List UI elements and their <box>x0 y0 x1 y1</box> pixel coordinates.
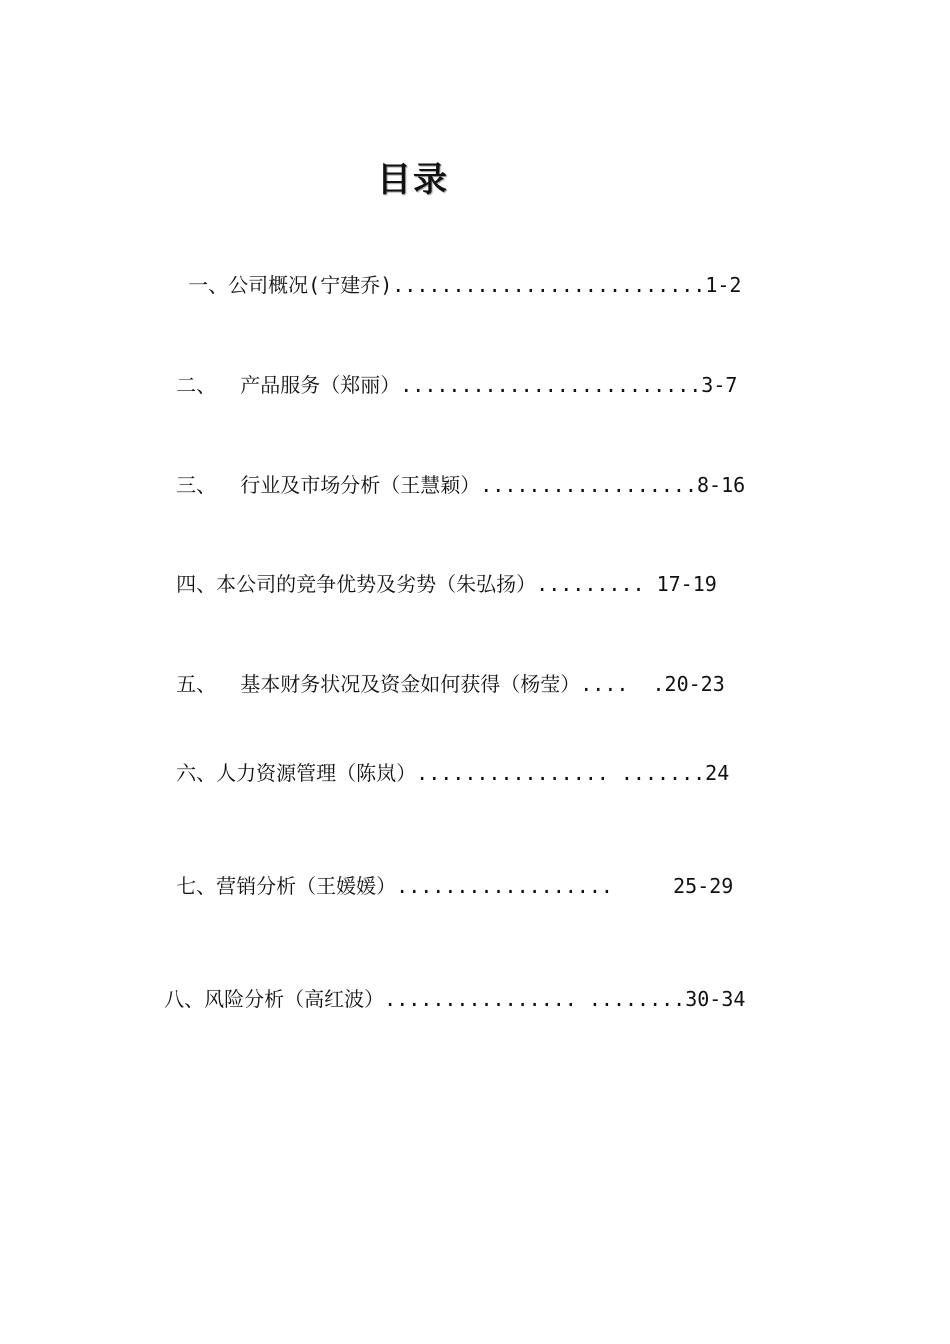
toc-entry-text: 五、 基本财务状况及资金如何获得（杨莹）.... .20-23 <box>176 672 725 696</box>
toc-entry <box>128 539 717 596</box>
toc-entry <box>128 728 730 785</box>
toc-entry <box>140 240 742 297</box>
toc-entry <box>128 340 738 397</box>
toc-entry <box>116 954 746 1011</box>
toc-entry-text: 三、 行业及市场分析（王慧颖）..................8-16 <box>176 473 746 497</box>
toc-entry-text: 一、公司概况(宁建乔)..........................1-2 <box>188 273 742 297</box>
toc-entry-text: 六、人力资源管理（陈岚）................ .......24 <box>176 761 730 785</box>
toc-title: 目录 <box>377 160 449 200</box>
toc-entry <box>128 639 725 696</box>
toc-entry <box>128 841 734 898</box>
toc-entry-text: 二、 产品服务（郑丽）.........................3-7 <box>176 373 738 397</box>
toc-entry-text: 七、营销分析（王媛媛）.................. 25-29 <box>176 874 734 898</box>
toc-entry-text: 四、本公司的竞争优势及劣势（朱弘扬）......... 17-19 <box>176 572 717 596</box>
toc-entry <box>128 440 746 497</box>
toc-entry-text: 八、风险分析（高红波）................ ........30-34 <box>164 987 746 1011</box>
